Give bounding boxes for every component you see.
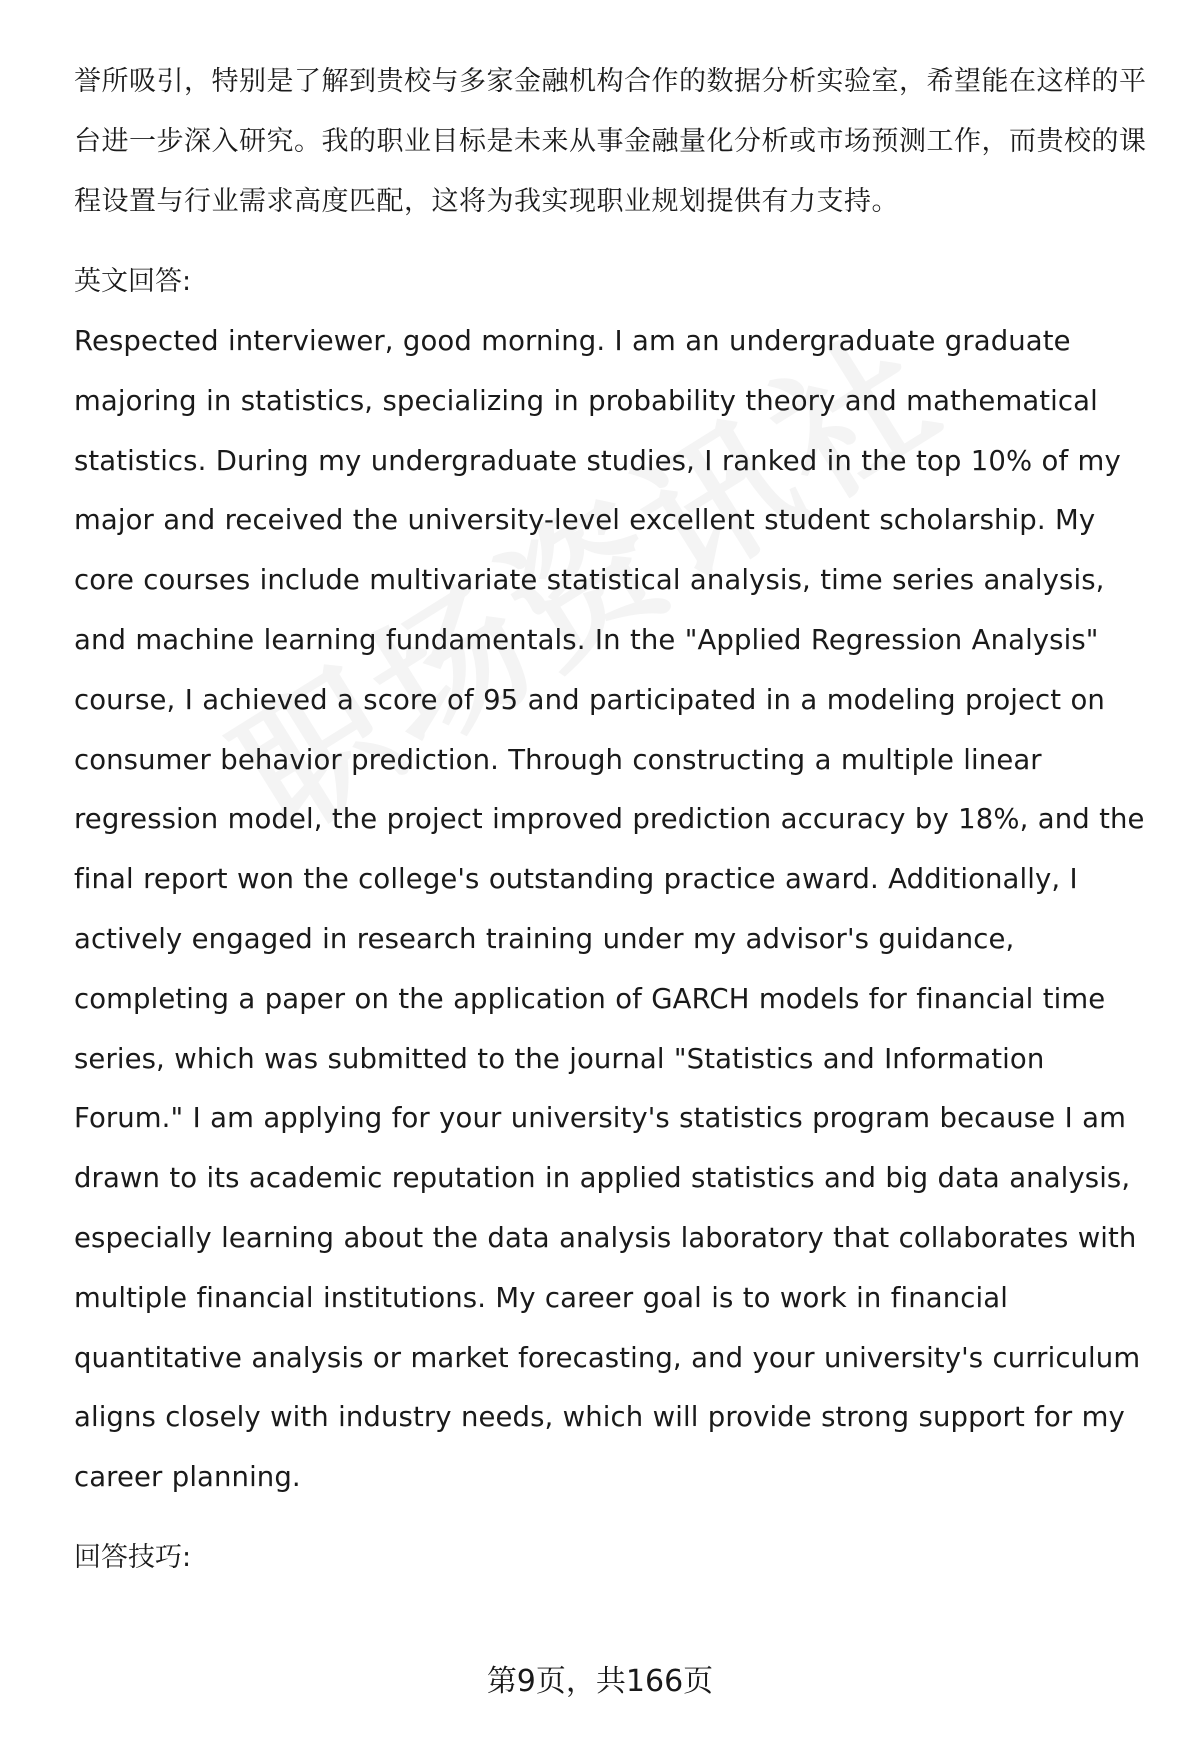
spacer [74,232,1160,252]
spacer [74,1508,1160,1528]
document-body [74,52,1160,1588]
english-answer-text: Respected interviewer, good morning. I am an undergraduate graduate majoring in statistics, specializing in probability theory and mathematical statistics. During my undergraduate studies, I ranked in the top 10% of my major and received the university-level excellent student scholarship. My core courses include multivariate statistical analysis, time series analysis, and machine learning fundamentals. In the "Applied Regression Analysis" course, I achieved a score of 95 and participated in a modeling project on consumer behavior prediction. Through constructing a multiple linear regression model, the project improved prediction accuracy by 18%, and the final report won the college's outstanding practice award. Additionally, I actively engaged in research training under my advisor's guidance, completing a paper on the application of GARCH models for financial time series, which was submitted to the journal "Statistics and Information Forum." I am applying for your university's statistics program because I am drawn to its academic reputation in applied statistics and big data analysis, especially learning about the data analysis laboratory that collaborates with multiple financial institutions. My career goal is to work in financial quantitative analysis or market forecasting, and your university's curriculum aligns closely with industry needs, which will provide strong support for my career planning. [74,325,1145,1494]
answer-tips-heading: 回答技巧: [74,1541,192,1573]
chinese-answer-continued: 誉所吸引，特别是了解到贵校与多家金融机构合作的数据分析实验室，希望能在这样的平台进一步深入研究。我的职业目标是未来从事金融量化分析或市场预测工作，而贵校的课程设置与行业需求高度匹配，这将为我实现职业规划提供有力支持。 [74,66,1147,217]
english-answer-heading: 英文回答: [74,266,192,297]
page-number-footer: 第9页，共166页 [486,1664,714,1699]
